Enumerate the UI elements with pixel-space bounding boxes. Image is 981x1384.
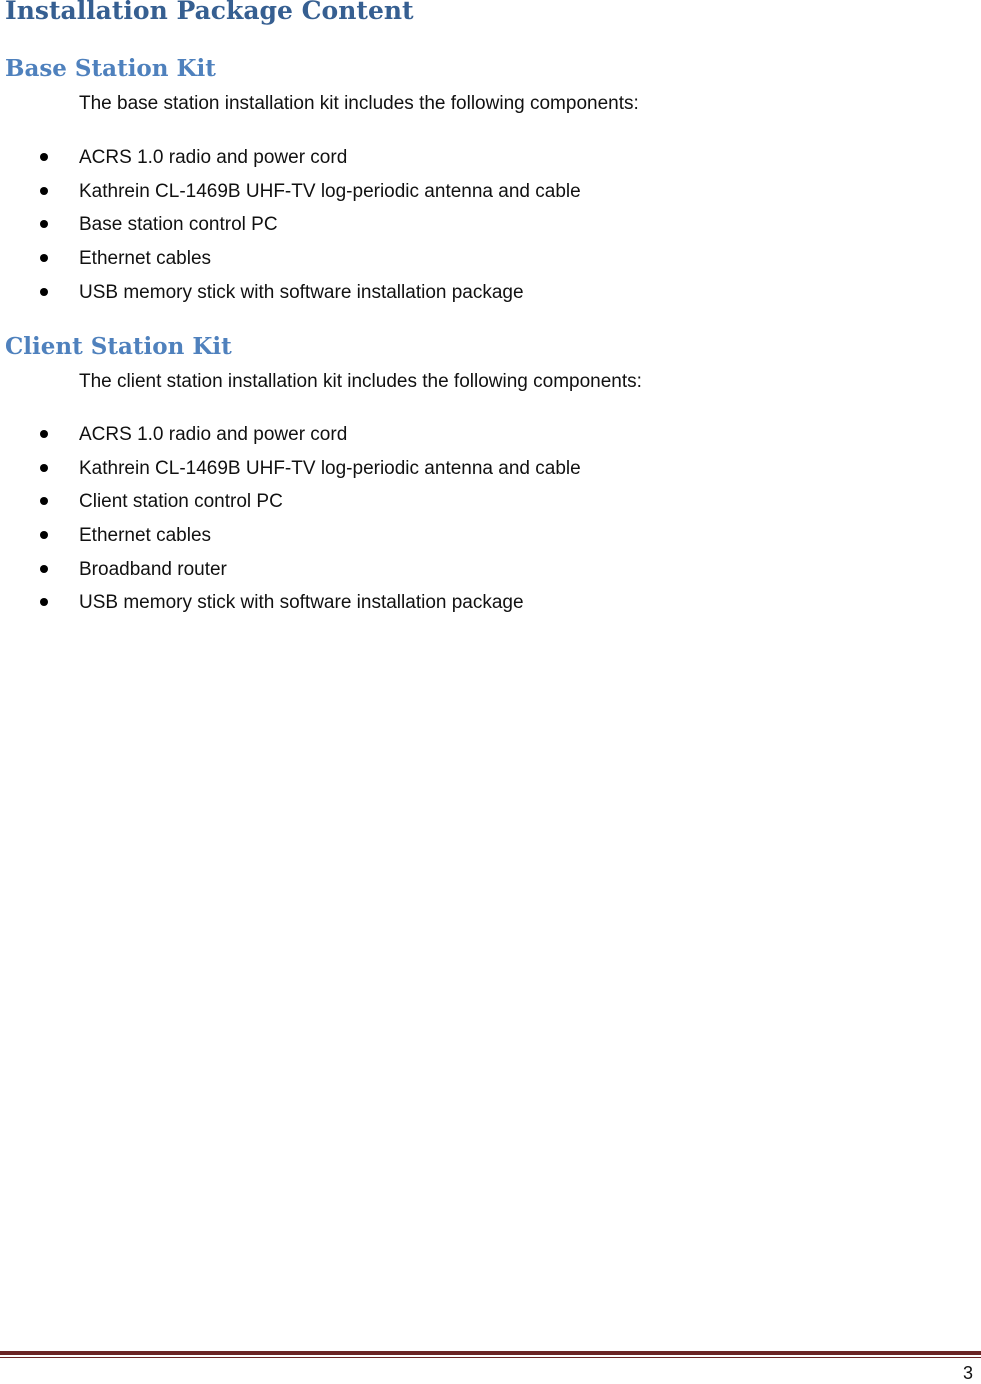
bullet-icon — [40, 531, 48, 539]
bullet-icon — [40, 153, 48, 161]
section-intro-base-station-kit: The base station installation kit includes the following components: — [79, 93, 639, 114]
footer-rule-thin — [0, 1357, 981, 1358]
section-intro-client-station-kit: The client station installation kit includes the following components: — [79, 371, 642, 392]
bullet-icon — [40, 288, 48, 296]
bullet-icon — [40, 598, 48, 606]
list-item-label: Ethernet cables — [79, 525, 212, 547]
bullet-icon — [40, 254, 48, 262]
footer-rule — [0, 1351, 981, 1360]
bullet-icon — [40, 220, 48, 228]
bullet-icon — [40, 497, 48, 505]
page-number: 3 — [962, 1363, 973, 1383]
list-item-label: Broadband router — [79, 558, 227, 580]
list-item-label: Base station control PC — [79, 214, 278, 236]
footer-rule-thick — [0, 1351, 981, 1355]
section-heading-base-station-kit: Base Station Kit — [5, 55, 216, 82]
list-item-label: Client station control PC — [79, 491, 283, 513]
list-item-label: ACRS 1.0 radio and power cord — [79, 147, 348, 168]
list-item-label: USB memory stick with software installation package — [79, 592, 524, 614]
page-title: Installation Package Content — [5, 0, 414, 25]
list-item-label: Kathrein CL-1469B UHF-TV log-periodic antenna and cable — [79, 457, 581, 479]
bullet-icon — [40, 187, 48, 195]
list-item-label: ACRS 1.0 radio and power cord — [79, 424, 348, 445]
list-item-label: Kathrein CL-1469B UHF-TV log-periodic antenna and cable — [79, 180, 581, 202]
list-item-label: USB memory stick with software installation package — [79, 281, 524, 303]
bullet-icon — [40, 565, 48, 573]
bullet-icon — [40, 464, 48, 472]
bullet-icon — [40, 430, 48, 438]
list-item-label: Ethernet cables — [79, 248, 212, 270]
section-heading-client-station-kit: Client Station Kit — [5, 333, 232, 360]
